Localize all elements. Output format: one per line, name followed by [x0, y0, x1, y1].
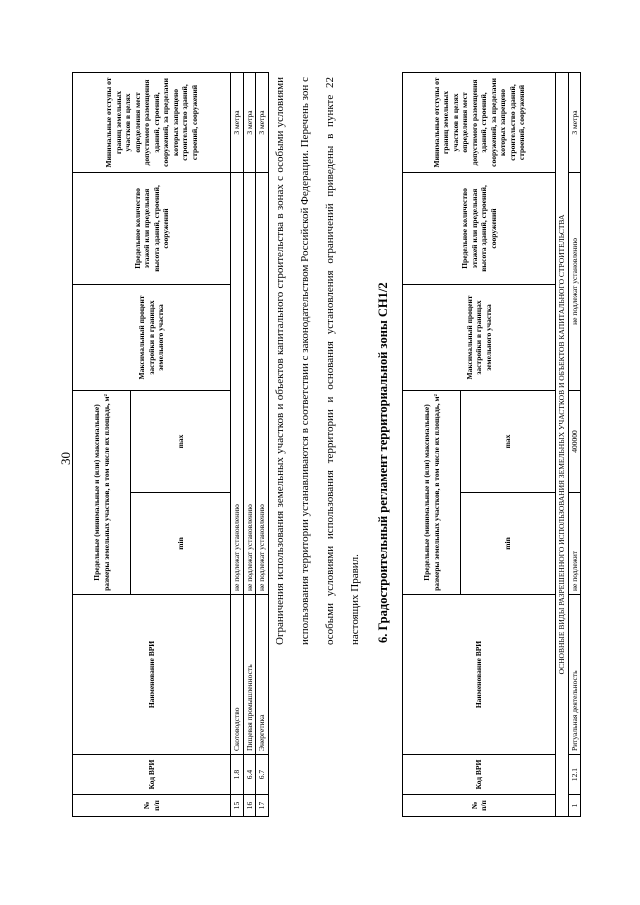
row-num: 17: [256, 795, 269, 817]
row-setback: 3 метра: [231, 72, 244, 172]
row-min: не подлежит: [568, 493, 581, 595]
row-max: 400000: [568, 390, 581, 492]
table-row: [256, 72, 269, 816]
section-row: [556, 72, 569, 816]
row-code: 6.4: [243, 755, 256, 795]
row-code: 6.7: [256, 755, 269, 795]
row-limits: не подлежат установлению: [243, 172, 256, 594]
row-name: Энергетика: [256, 595, 269, 755]
header-min: min: [461, 493, 556, 595]
table-row: [243, 72, 256, 816]
row-name: Ритуальная деятельность: [568, 595, 581, 755]
row-name: Пищевая промышленность: [243, 595, 256, 755]
header-setback: Минимальные отступы от границ земельных участков в целях определения мест допустимого размещения зданий, строений, сооружений, за пределами которых запрещено строительство зданий, строений, сооружений: [403, 72, 556, 172]
header-limits: Предельные (минимальные и (или) максимальные) размеры земельных участков, в том числе их площадь, м²: [73, 390, 131, 594]
row-num: 15: [231, 795, 244, 817]
page-number: 30: [58, 452, 73, 465]
table-row: [231, 72, 244, 816]
regulation-table-1: [72, 72, 269, 817]
row-num: 1: [568, 795, 581, 817]
row-mid: не подлежат установлению: [568, 172, 581, 390]
header-floors: Предельное количество этажей или предельная высота зданий, строений, сооружений: [73, 172, 231, 284]
header-setback: Минимальные отступы от границ земельных участков в целях определения мест допустимого размещения зданий, строений, сооружений, за пределами которых запрещено строительство зданий, строений, сооружений: [73, 72, 231, 172]
header-percent: Максимальный процент застройки в границах земельного участка: [73, 284, 231, 390]
header-floors: Предельное количество этажей или предельная высота зданий, строений, сооружений: [403, 172, 556, 284]
row-setback: 3 метра: [256, 72, 269, 172]
header-min: min: [131, 493, 231, 595]
row-limits: не подлежат установлению: [256, 172, 269, 594]
header-num: № п/п: [73, 795, 231, 817]
row-code: 1.8: [231, 755, 244, 795]
restrictions-paragraph: Ограничения использования земельных участков и объектов капитального строительства в зонах с особыми условиями использования территории устанавливаются в соответствии с законодательством Российской Федерации. Перечень зон с особыми условиями использования территории и основания установления ограничений приведены в пункте 22 настоящих Правил.: [274, 77, 361, 645]
header-max: max: [461, 390, 556, 492]
header-code: Код ВРИ: [73, 755, 231, 795]
row-setback: 3 метра: [243, 72, 256, 172]
regulation-table-2: [402, 72, 581, 817]
header-name: Наименование ВРИ: [73, 595, 231, 755]
row-limits: не подлежат установлению: [231, 172, 244, 594]
row-num: 16: [243, 795, 256, 817]
header-num: № п/п: [403, 795, 556, 817]
header-name: Наименование ВРИ: [403, 595, 556, 755]
section-row-label: ОСНОВНЫЕ ВИДЫ РАЗРЕШЕННОГО ИСПОЛЬЗОВАНИЯ ЗЕМЕЛЬНЫХ УЧАСТКОВ И ОБЪЕКТОВ КАПИТАЛЬНОГО СТРОИТЕЛЬСТВА: [556, 72, 569, 816]
header-max: max: [131, 390, 231, 492]
table-row: [568, 72, 581, 816]
header-code: Код ВРИ: [403, 755, 556, 795]
header-limits: Предельные (минимальные и (или) максимальные) размеры земельных участков, в том числе их площадь, м²: [403, 390, 461, 594]
header-percent: Максимальный процент застройки в границах земельного участка: [403, 284, 556, 390]
section-title: 6. Градостроительный регламент территориальной зоны СН1/2: [376, 282, 390, 643]
row-name: Скотоводство: [231, 595, 244, 755]
row-setback: 3 метра: [568, 72, 581, 172]
row-code: 12.1: [568, 755, 581, 795]
